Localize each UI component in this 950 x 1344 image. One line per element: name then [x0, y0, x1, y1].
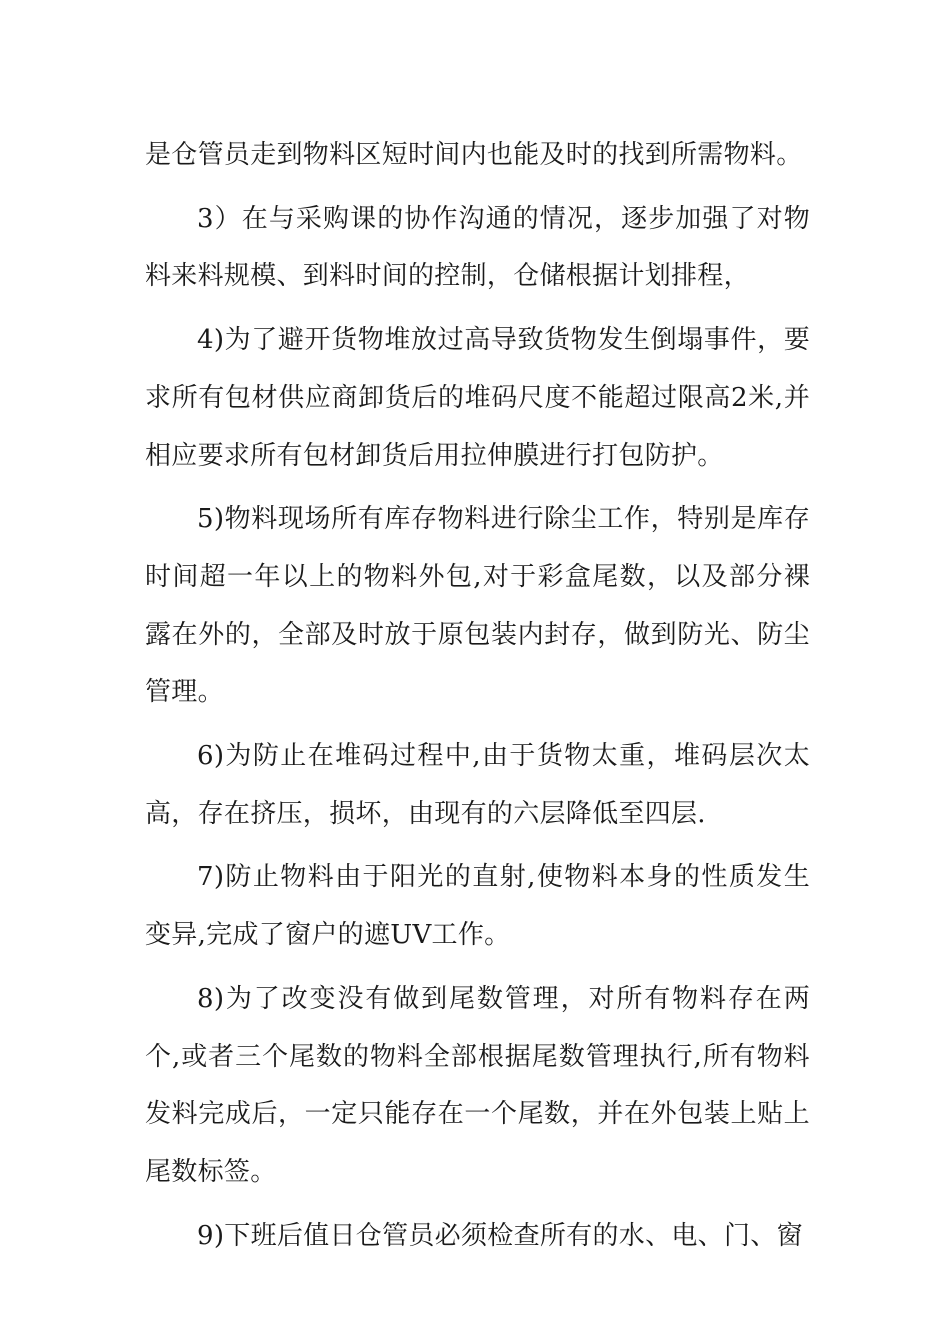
- paragraph-item-8: 8)为了改变没有做到尾数管理，对所有物料存在两个,或者三个尾数的物料全部根据尾数管理执行,所有物料发料完成后，一定只能存在一个尾数，并在外包装上贴上尾数标签。: [145, 983, 810, 1187]
- paragraph-item-4: 4)为了避开货物堆放过高导致货物发生倒塌事件，要求所有包材供应商卸货后的堆码尺度不能超过限高2米,并相应要求所有包材卸货后用拉伸膜进行打包防护。: [145, 325, 810, 471]
- paragraph-item-7: 7)防止物料由于阳光的直射,使物料本身的性质发生变异,完成了窗户的遮UV工作。: [145, 862, 810, 951]
- paragraph-item-3: 3）在与采购课的协作沟通的情况，逐步加强了对物料来料规模、到料时间的控制，仓储根据计划排程，: [145, 203, 810, 292]
- paragraph-item-5: 5)物料现场所有库存物料进行除尘工作，特别是库存时间超一年以上的物料外包,对于彩盒尾数，以及部分裸露在外的，全部及时放于原包装内封存，做到防光、防尘管理。: [145, 504, 810, 708]
- paragraph-item-9: 9)下班后值日仓管员必须检查所有的水、电、门、窗: [197, 1220, 803, 1251]
- document-body: [145, 127, 810, 1271]
- paragraph-continuation: 是仓管员走到物料区短时间内也能及时的找到所需物料。: [145, 140, 803, 170]
- paragraph-item-6: 6)为防止在堆码过程中,由于货物太重，堆码层次太高，存在挤压，损坏，由现有的六层降低至四层.: [145, 741, 810, 829]
